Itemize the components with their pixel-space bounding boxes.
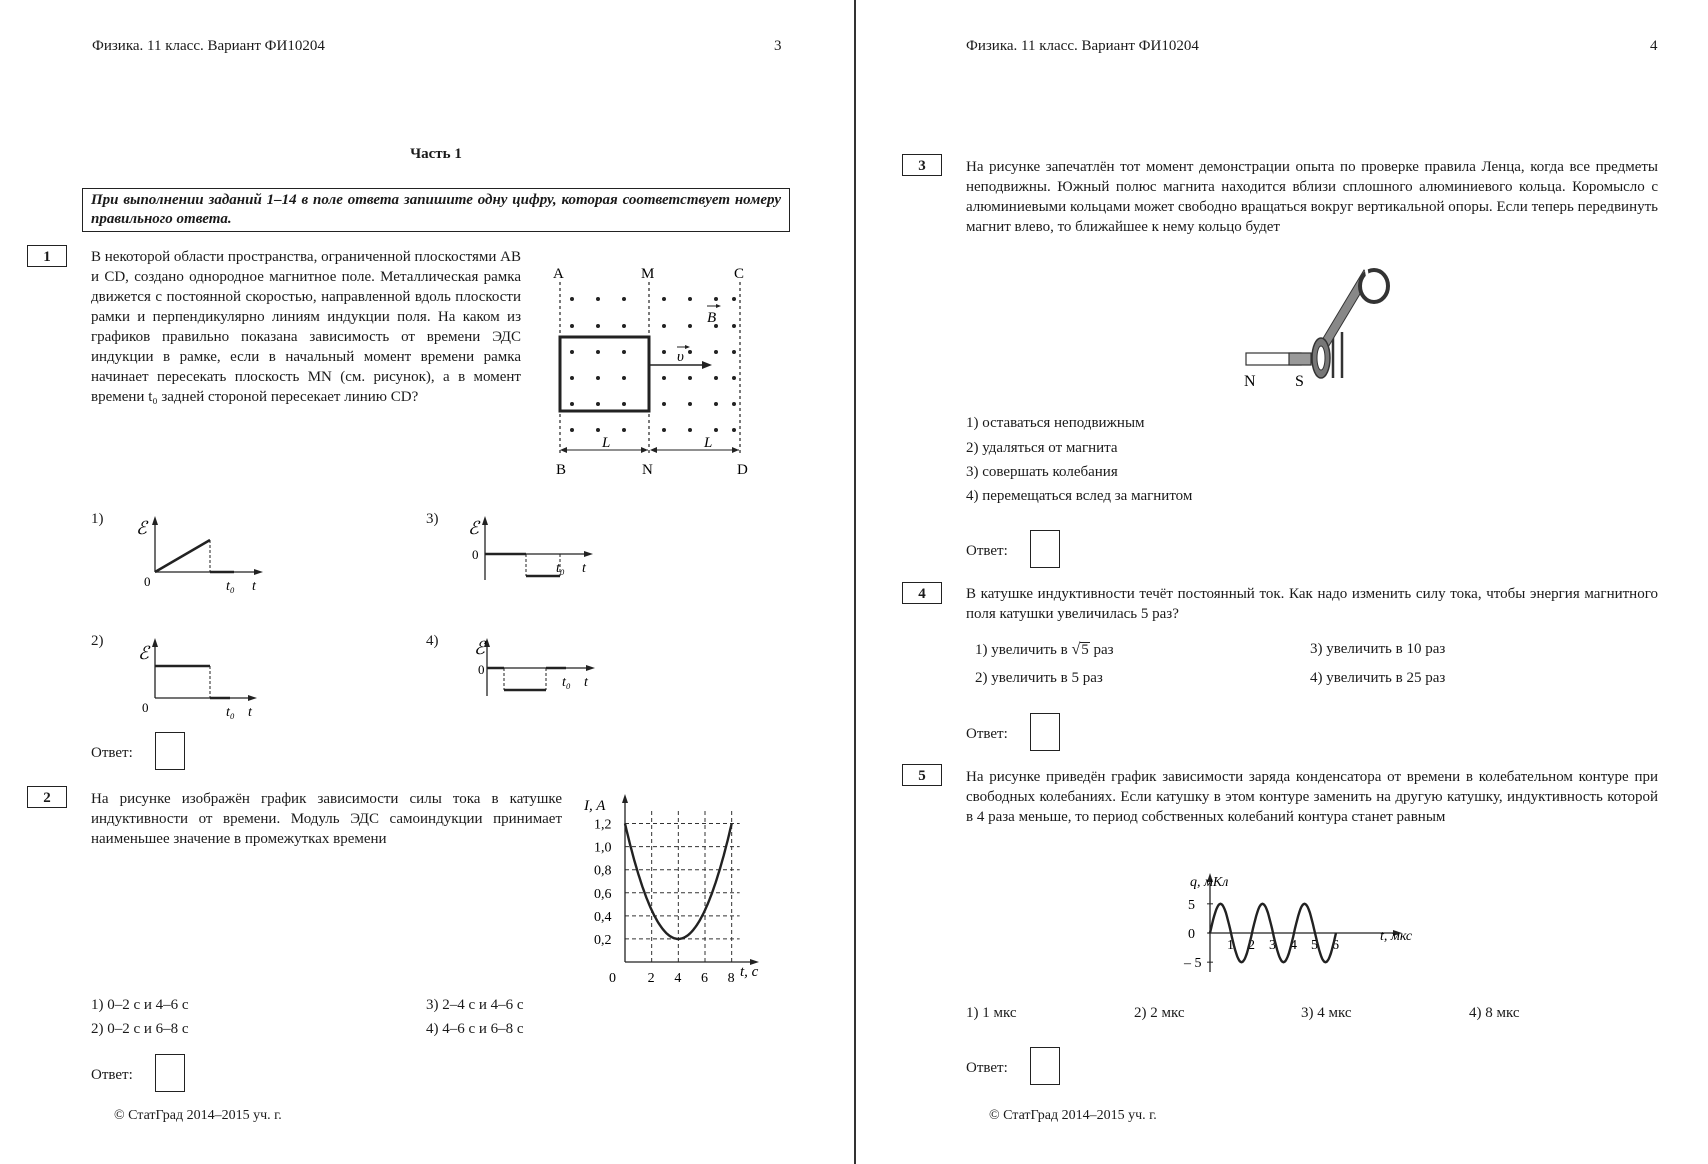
question-2-text: На рисунке изображён график зависимости силы тока в катушке индуктивности от времени. Модуль ЭДС самоиндукции принимает наименьшее значение в промежутках времени: [91, 791, 562, 847]
y-axis-label: I, A: [584, 798, 606, 814]
q2-answer-box[interactable]: [155, 1054, 185, 1092]
part-title: Часть 1: [410, 146, 462, 162]
q4-answer-label: Ответ:: [966, 726, 1008, 742]
q1-option-4-graph: [462, 634, 602, 716]
y-tick-label: 1,0: [594, 840, 612, 856]
metal-frame: [560, 337, 649, 411]
t0-label: t₀: [562, 675, 571, 690]
question-number-2: 2: [27, 786, 67, 808]
y-tick-label: – 5: [1184, 956, 1202, 972]
zero-label: 0: [472, 547, 479, 562]
q4-option-1-root: 5: [1081, 642, 1089, 658]
t0-label: t₀: [226, 705, 235, 720]
q3-option-2: 2) удаляться от магнита: [966, 440, 1118, 456]
t0-label: t₀: [556, 561, 565, 576]
q3-option-3: 3) совершать колебания: [966, 464, 1118, 480]
zero-label: 0: [144, 574, 151, 589]
question-number-5: 5: [902, 764, 942, 786]
q3-answer-box[interactable]: [1030, 530, 1060, 568]
left-page-header: Физика. 11 класс. Вариант ФИ10204: [92, 38, 325, 54]
q2-option-1: 1) 0–2 с и 4–6 с: [91, 997, 189, 1013]
x-axis-label: t, с: [740, 964, 759, 980]
x-tick-label: 2: [1248, 938, 1255, 953]
t-label: t: [584, 675, 588, 690]
x-tick-label: 4: [1290, 938, 1297, 953]
label-d: D: [737, 462, 748, 478]
q1-option-2-graph: [130, 634, 270, 720]
label-n: N: [642, 462, 653, 478]
l1-label: L: [602, 435, 611, 451]
q1-option-1-graph: [130, 512, 270, 594]
emf-axis-label: ℰ: [136, 518, 147, 538]
q5-answer-box[interactable]: [1030, 1047, 1060, 1085]
question-4-text: В катушке индуктивности течёт постоянный ток. Как надо изменить силу тока, чтобы энергия магнитного поля катушки увеличилась 5 раз?: [966, 586, 1658, 622]
y-tick-label: 0,4: [594, 909, 612, 925]
left-page-number: 3: [774, 38, 782, 54]
label-a: A: [553, 266, 564, 282]
question-3-text: На рисунке запечатлён тот момент демонстрации опыта по проверке правила Ленца, когда все предметы неподвижны. Южный полюс магнита находится вблизи сплошного алюминиевого кольца. Коромысло с алюминиевыми кольцами может свободно вращаться вокруг вертикальной опоры. Если теперь передвинуть магнит влево, то ближайшее к нему кольцо будет: [966, 159, 1658, 235]
magnet-south-half: [1289, 353, 1311, 365]
q4-option-4: 4) увеличить в 25 раз: [1310, 670, 1446, 686]
velocity-label: υ: [677, 349, 684, 365]
y-tick-label: 5: [1188, 897, 1195, 913]
x-tick-label: 3: [1269, 938, 1276, 953]
x-tick-label: 6: [1332, 938, 1339, 953]
y-axis-arrow: [622, 794, 628, 803]
x-tick-label: 6: [701, 971, 708, 982]
y-tick-label: 0: [1188, 927, 1195, 942]
magnet-n-label: N: [1244, 373, 1256, 390]
l2-label: L: [704, 435, 713, 451]
right-page-number: 4: [1650, 38, 1658, 54]
x-tick-label: 2: [647, 971, 655, 982]
right-page-footer: © СтатГрад 2014–2015 уч. г.: [989, 1108, 1157, 1123]
zero-label: 0: [142, 700, 149, 715]
right-page-header: Физика. 11 класс. Вариант ФИ10204: [966, 38, 1199, 54]
emf-axis-label: ℰ: [138, 643, 149, 663]
q1-answer-box[interactable]: [155, 732, 185, 770]
x-tick-label: 4: [674, 971, 682, 982]
q4-answer-box[interactable]: [1030, 713, 1060, 751]
t-label: t: [582, 561, 586, 576]
question-5-text: На рисунке приведён график зависимости заряда конденсатора от времени в колебательном контуре при свободных колебаниях. Если катушку в этом контуре заменить на другую катушку, индуктивность которой в 4 раза меньше, то период собственных колебаний контура станет равным: [966, 769, 1658, 825]
x-tick-label: 1: [1227, 938, 1234, 953]
q4-option-3: 3) увеличить в 10 раз: [1310, 641, 1446, 657]
x-tick-label: 8: [727, 971, 735, 982]
q2-answer-label: Ответ:: [91, 1067, 133, 1083]
emf-axis-label: ℰ: [468, 518, 479, 538]
q5-option-1: 1) 1 мкс: [966, 1005, 1017, 1021]
y-tick-label: 1,2: [594, 817, 612, 833]
y-axis-label: q, мКл: [1190, 875, 1229, 890]
q1-option-4-label: 4): [426, 633, 439, 649]
label-c: C: [734, 266, 745, 282]
q1-answer-label: Ответ:: [91, 745, 133, 761]
page-divider: [854, 0, 856, 1164]
charge-vs-time-chart: [1180, 868, 1430, 978]
q4-option-1-prefix: 1) увеличить в: [975, 642, 1072, 658]
q5-option-3: 3) 4 мкс: [1301, 1005, 1352, 1021]
q5-option-4: 4) 8 мкс: [1469, 1005, 1520, 1021]
question-number-3: 3: [902, 154, 942, 176]
split-ring: [1360, 270, 1388, 302]
x-tick-label: 5: [1311, 938, 1318, 953]
t0-label: t₀: [226, 579, 235, 594]
q5-answer-label: Ответ:: [966, 1060, 1008, 1076]
x-axis-label: t, мкс: [1380, 929, 1413, 944]
instruction-box: При выполнении заданий 1–14 в поле ответа запишите одну цифру, которая соответствует номеру правильного ответа.: [82, 188, 790, 232]
q4-option-1-suffix: раз: [1089, 642, 1114, 658]
q2-option-3: 3) 2–4 с и 4–6 с: [426, 997, 524, 1013]
q2-option-4: 4) 4–6 с и 6–8 с: [426, 1021, 524, 1037]
t-label: t: [248, 705, 252, 720]
zero-label: 0: [478, 662, 485, 677]
emf-axis-label: ℰ: [474, 638, 485, 658]
y-tick-label: 0,2: [594, 932, 612, 948]
question-number-4: 4: [902, 582, 942, 604]
q1-option-3-graph: [460, 512, 600, 594]
q3-answer-label: Ответ:: [966, 543, 1008, 559]
lenz-experiment-figure: [1236, 258, 1406, 394]
q4-option-2: 2) увеличить в 5 раз: [975, 670, 1103, 686]
magnetic-field-figure: [540, 260, 760, 485]
question-number-1: 1: [27, 245, 67, 267]
t-label: t: [252, 579, 256, 594]
q1-option-1-label: 1): [91, 511, 104, 527]
q3-option-1: 1) оставаться неподвижным: [966, 415, 1145, 431]
y-tick-label: 0,6: [594, 886, 612, 902]
q1-option-2-label: 2): [91, 633, 104, 649]
q2-option-2: 2) 0–2 с и 6–8 с: [91, 1021, 189, 1037]
label-b: B: [556, 462, 567, 478]
q4-option-1: 1) увеличить в √5 раз: [975, 641, 1114, 658]
b-vector-label: B: [707, 310, 717, 326]
x-tick-label: 0: [609, 971, 616, 982]
q3-option-4: 4) перемещаться вслед за магнитом: [966, 488, 1193, 504]
current-vs-time-chart: [580, 792, 780, 982]
label-m: M: [641, 266, 655, 282]
y-tick-label: 0,8: [594, 863, 612, 879]
left-page-footer: © СтатГрад 2014–2015 уч. г.: [114, 1108, 282, 1123]
question-1-text: В некоторой области пространства, ограниченной плоскостями AB и CD, создано однородное магнитное поле. Металлическая рамка движется с постоянной скоростью, направленной вдоль плоскости рамки и перпендикулярно линиям индукции поля. На каком из графиков правильно показана зависимость от времени ЭДС индукции в рамке, если в начальный момент времени рамка начинает пересекать плоскость MN (см. рисунок), а в момент времени t₀ задней стороной пересекает линию CD?: [91, 249, 521, 405]
q1-option-3-label: 3): [426, 511, 439, 527]
q5-option-2: 2) 2 мкс: [1134, 1005, 1185, 1021]
magnet-s-label: S: [1295, 373, 1304, 390]
